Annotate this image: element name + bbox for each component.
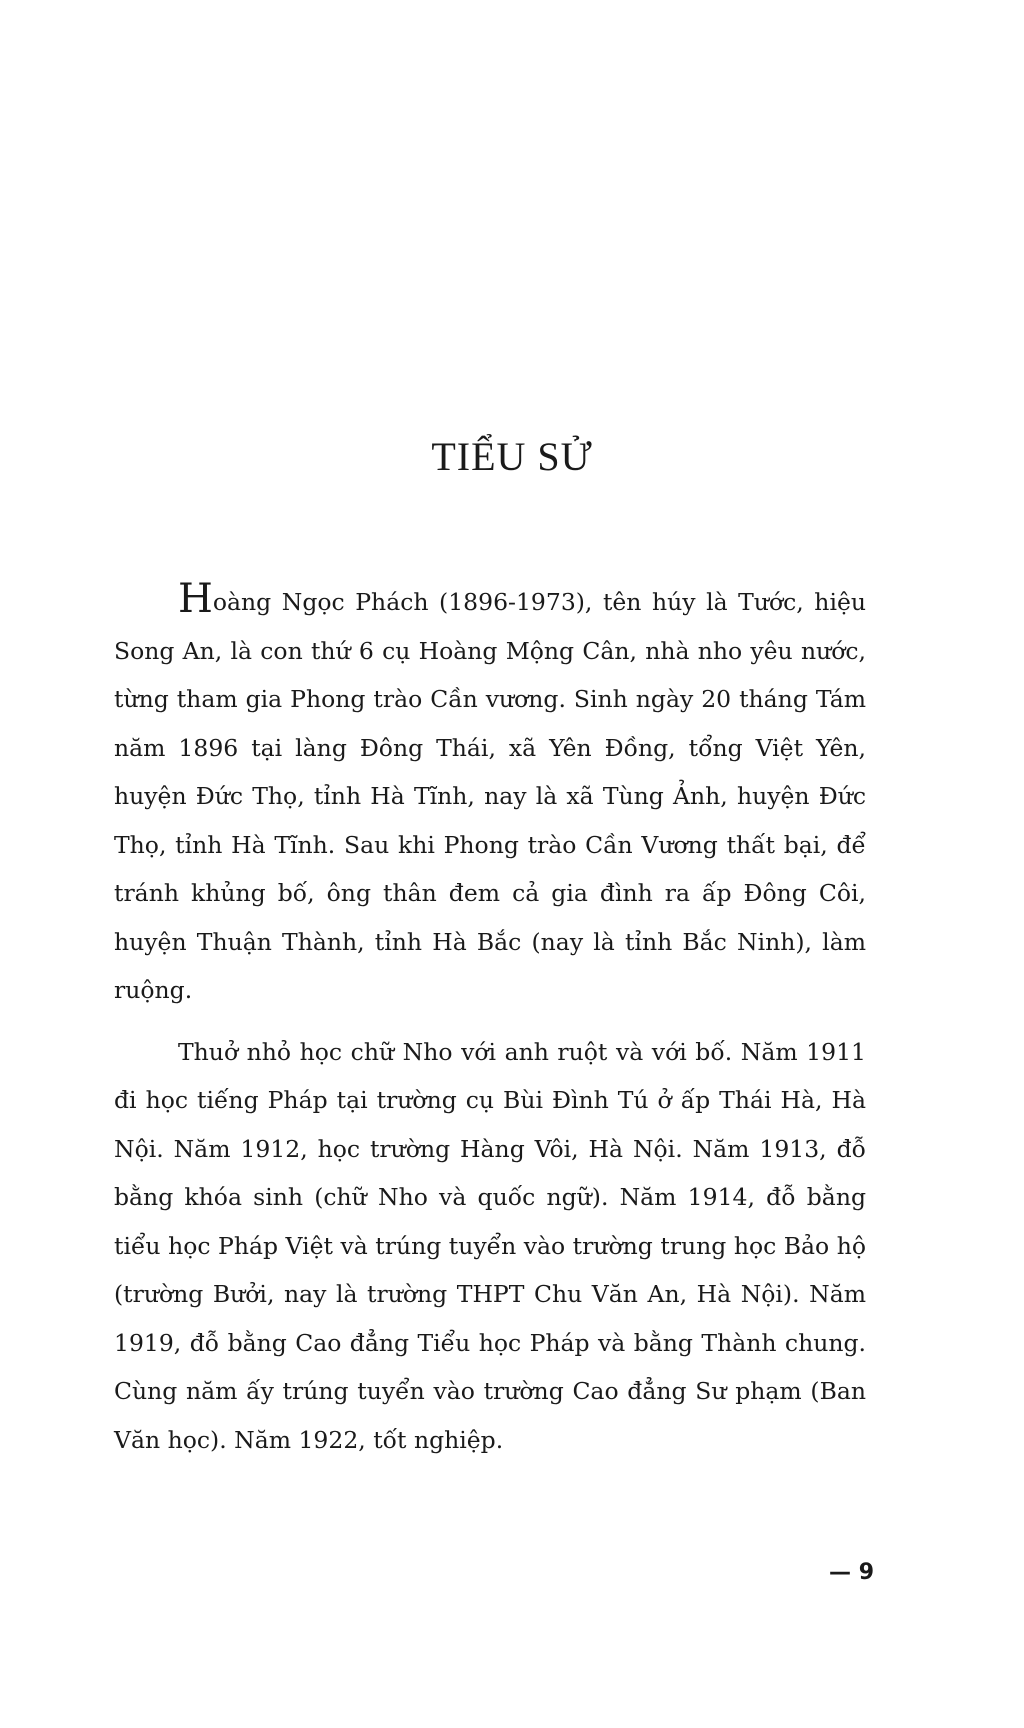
body-text: [114, 578, 866, 1477]
paragraph-1-text: oàng Ngọc Phách (1896-1973), tên húy là Tước, hiệu Song An, là con thứ 6 cụ Hoàng Mộng Cân, nhà nho yêu nước, từng tham gia Phong trào Cần vương. Sinh ngày 20 tháng Tám năm 1896 tại làng Đông Thái, xã Yên Đồng, tổng Việt Yên, huyện Đức Thọ, tỉnh Hà Tĩnh, nay là xã Tùng Ảnh, huyện Đức Thọ, tỉnh Hà Tĩnh. Sau khi Phong trào Cần Vương thất bại, để tránh khủng bố, ông thân đem cả gia đình ra ấp Đông Côi, huyện Thuận Thành, tỉnh Hà Bắc (nay là tỉnh Bắc Ninh), làm ruộng.: [114, 588, 866, 1004]
chapter-title: TIỂU SỬ: [431, 434, 593, 479]
paragraph-2: Thuở nhỏ học chữ Nho với anh ruột và với bố. Năm 1911 đi học tiếng Pháp tại trường cụ Bùi Đình Tú ở ấp Thái Hà, Hà Nội. Năm 1912, học trường Hàng Vôi, Hà Nội. Năm 1913, đỗ bằng khóa sinh (chữ Nho và quốc ngữ). Năm 1914, đỗ bằng tiểu học Pháp Việt và trúng tuyển vào trường trung học Bảo hộ (trường Bưởi, nay là trường THPT Chu Văn An, Hà Nội). Năm 1919, đỗ bằng Cao đẳng Tiểu học Pháp và bằng Thành chung. Cùng năm ấy trúng tuyển vào trường Cao đẳng Sư phạm (Ban Văn học). Năm 1922, tốt nghiệp.: [114, 1037, 866, 1454]
drop-cap: H: [178, 576, 213, 622]
page-number: — 9: [829, 1560, 874, 1585]
paragraph-1: [114, 578, 866, 1015]
